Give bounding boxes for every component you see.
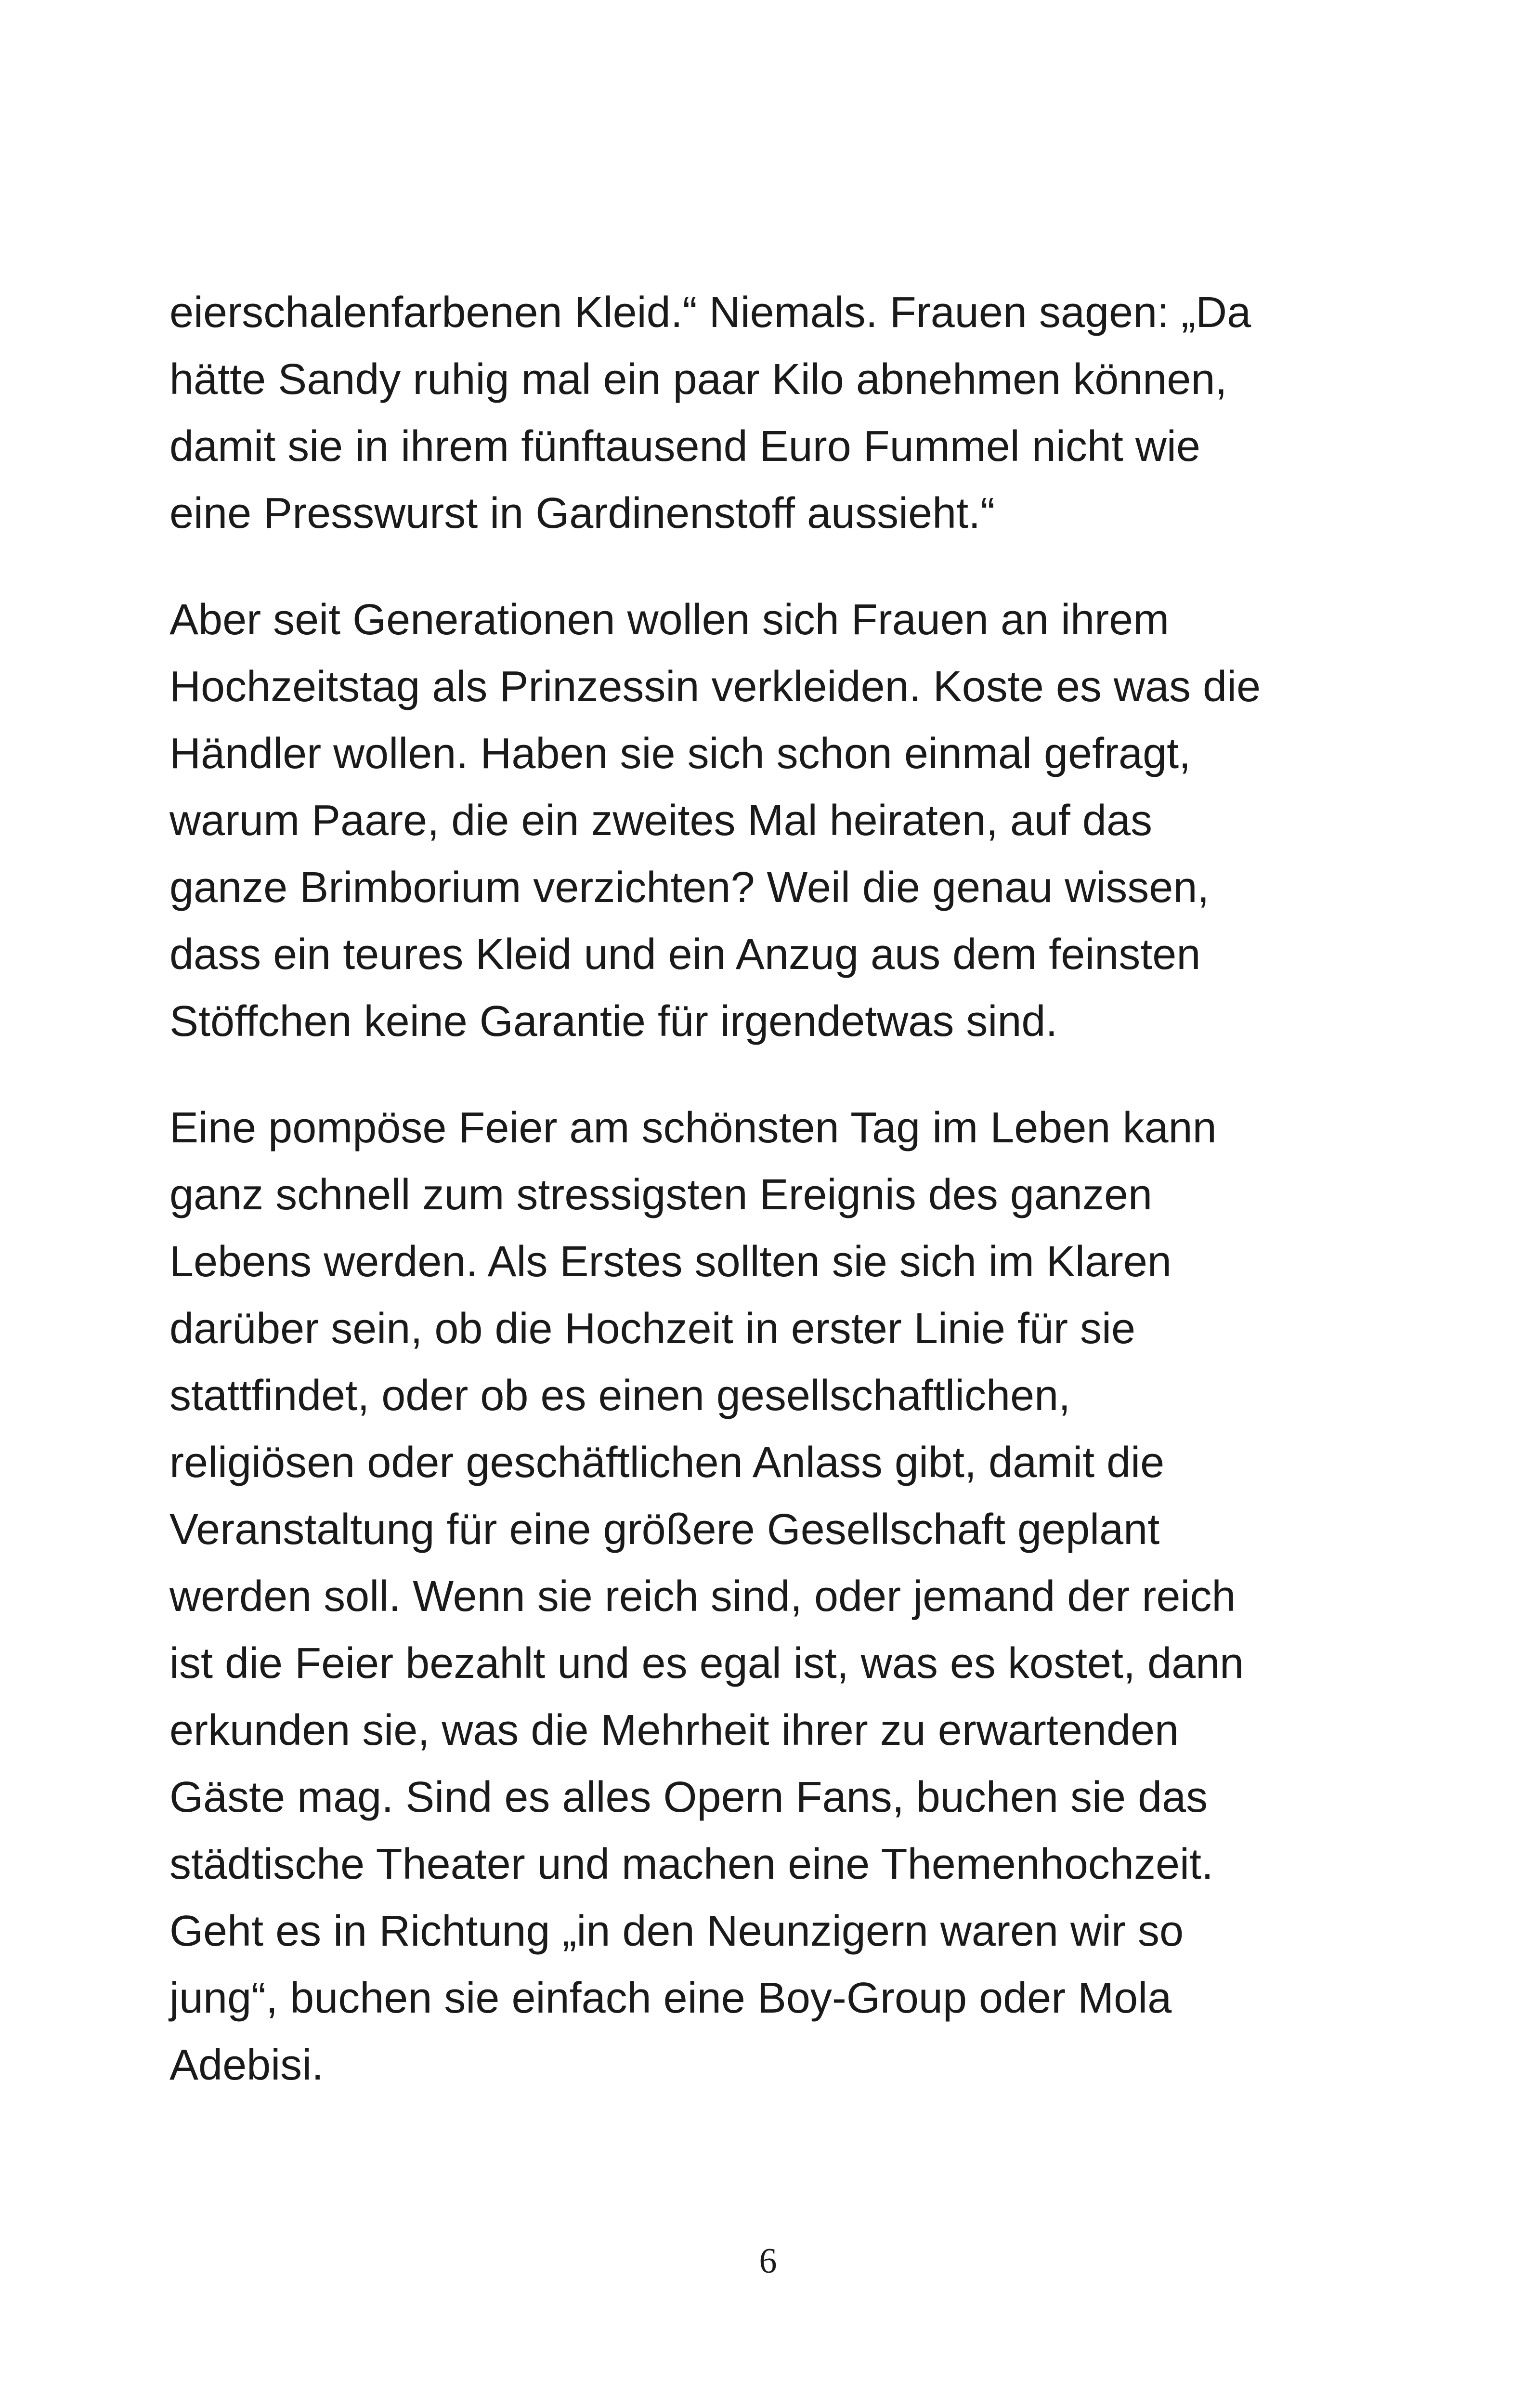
text-line: Händler wollen. Haben sie sich schon einmal gefragt, <box>169 730 1191 778</box>
text-line: ganze Brimborium verzichten? Weil die genau wissen, <box>169 864 1210 912</box>
text-line: damit sie in ihrem fünftausend Euro Fummel nicht wie <box>169 422 1200 471</box>
text-line: eine Presswurst in Gardinenstoff aussieht.“ <box>169 489 995 537</box>
text-line: Hochzeitstag als Prinzessin verkleiden. Koste es was die <box>169 663 1261 711</box>
text-line: Lebens werden. Als Erstes sollten sie sich im Klaren <box>169 1238 1172 1286</box>
text-line: Gäste mag. Sind es alles Opern Fans, buchen sie das <box>169 1773 1208 1821</box>
text-line: ist die Feier bezahlt und es egal ist, was es kostet, dann <box>169 1639 1244 1688</box>
text-line: religiösen oder geschäftlichen Anlass gibt, damit die <box>169 1439 1165 1487</box>
text-line: warum Paare, die ein zweites Mal heiraten, auf das <box>169 797 1153 845</box>
text-line: dass ein teures Kleid und ein Anzug aus dem feinsten <box>169 930 1201 979</box>
paragraph-3 <box>169 1095 1277 2099</box>
text-line: Adebisi. <box>169 2041 324 2089</box>
body-text <box>169 279 1277 2099</box>
text-line: Aber seit Generationen wollen sich Frauen an ihrem <box>169 596 1170 644</box>
text-line: werden soll. Wenn sie reich sind, oder jemand der reich <box>169 1572 1236 1621</box>
text-line: städtische Theater und machen eine Themenhochzeit. <box>169 1840 1214 1888</box>
text-line: Veranstaltung für eine größere Gesellschaft geplant <box>169 1505 1160 1554</box>
text-line: ganz schnell zum stressigsten Ereignis des ganzen <box>169 1171 1153 1219</box>
text-line: Eine pompöse Feier am schönsten Tag im Leben kann <box>169 1104 1217 1152</box>
paragraph-1 <box>169 279 1277 547</box>
text-line: eierschalenfarbenen Kleid.“ Niemals. Frauen sagen: „Da <box>169 288 1251 337</box>
text-line: Geht es in Richtung „in den Neunzigern waren wir so <box>169 1907 1184 1955</box>
text-line: stattfindet, oder ob es einen gesellschaftlichen, <box>169 1372 1071 1420</box>
text-line: hätte Sandy ruhig mal ein paar Kilo abnehmen können, <box>169 355 1227 404</box>
page-number: 6 <box>759 2241 777 2281</box>
paragraph-2 <box>169 587 1277 1055</box>
text-line: jung“, buchen sie einfach eine Boy-Group oder Mola <box>169 1974 1172 2022</box>
text-line: darüber sein, ob die Hochzeit in erster Linie für sie <box>169 1305 1136 1353</box>
text-line: Stöffchen keine Garantie für irgendetwas sind. <box>169 997 1058 1046</box>
text-line: erkunden sie, was die Mehrheit ihrer zu erwartenden <box>169 1706 1179 1754</box>
